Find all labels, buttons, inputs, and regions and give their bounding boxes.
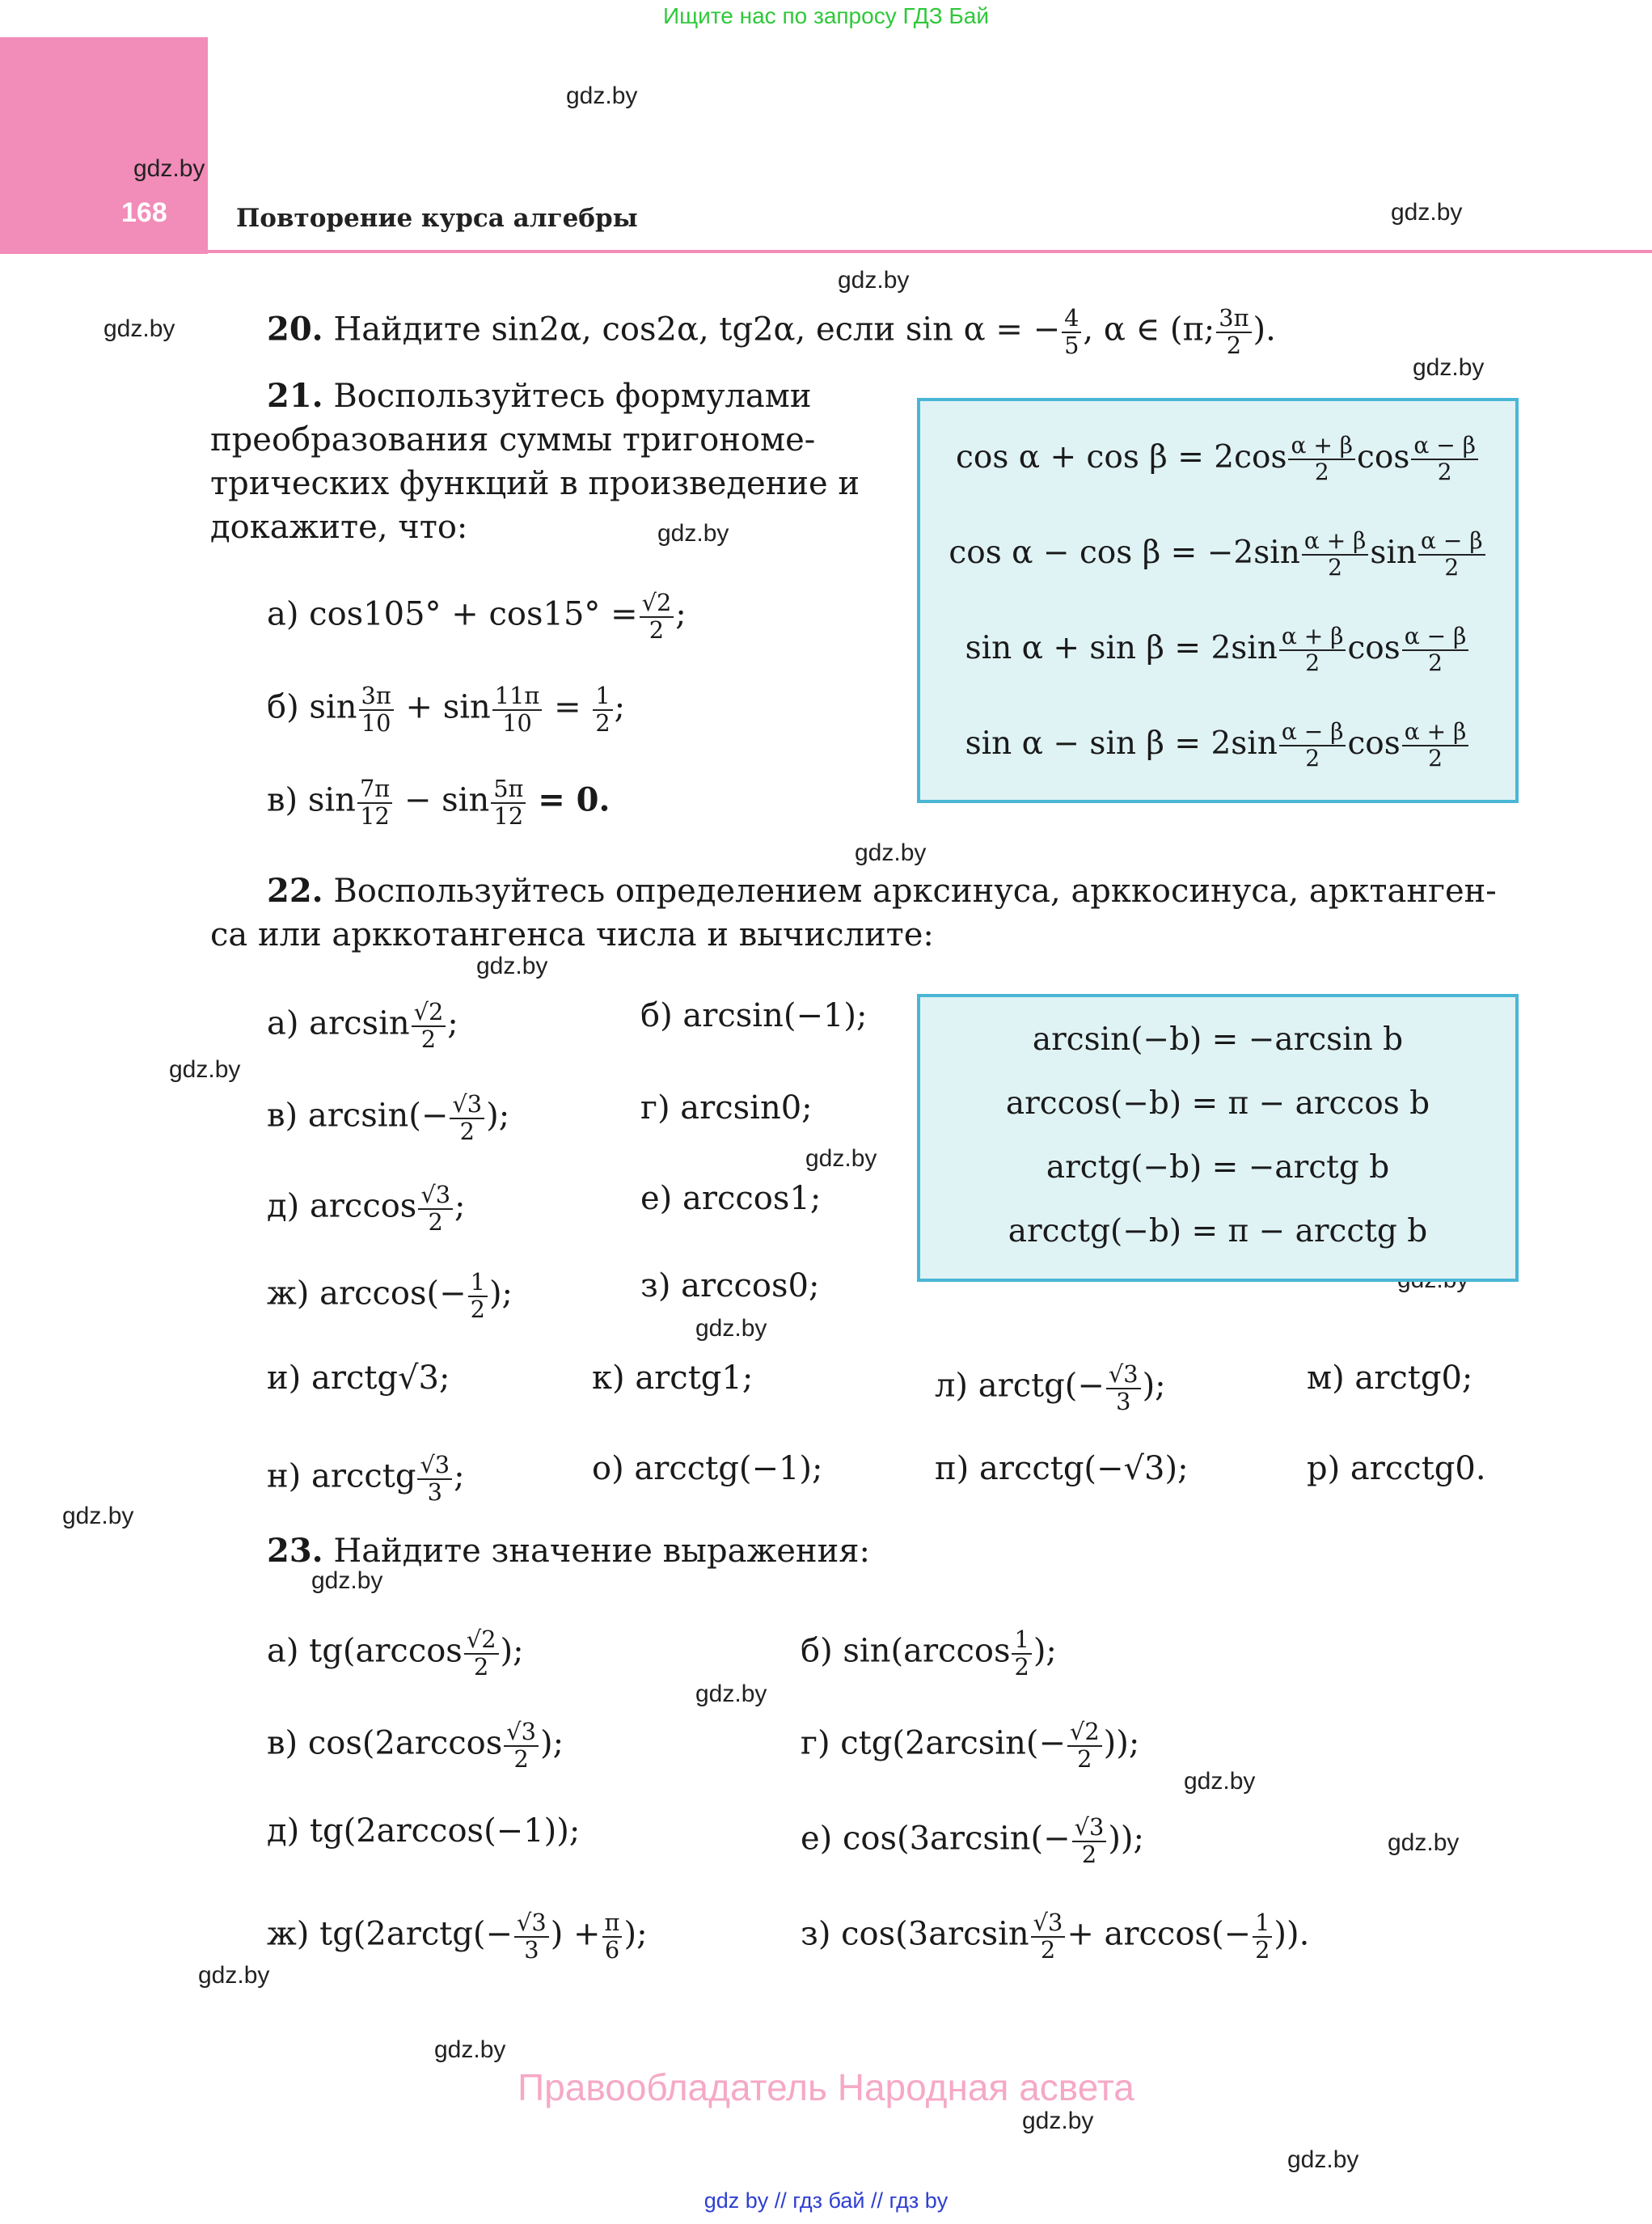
- watermark: gdz.by: [695, 1681, 767, 1707]
- watermark: gdz.by: [62, 1503, 134, 1529]
- fraction-denominator: 2: [595, 708, 611, 737]
- ex23-item-v: в) cos(2arccos $\frac{√3}{2}$ );: [267, 1718, 564, 1773]
- formula-line: cos α − cos β = −2sin $\frac{\alpha + \beta}{2}$ sin $\frac{\alpha - \beta}{2}$: [920, 529, 1515, 581]
- watermark: gdz.by: [1391, 199, 1463, 226]
- expression: sin: [309, 688, 357, 726]
- formula-line: arcctg(−b) = π − arcctg b: [1008, 1213, 1428, 1249]
- exercise-20-text: Найдите sin2α, cos2α, tg2α, если sin α = −: [333, 311, 1061, 349]
- copyright-holder: Правообладатель Народная асвета: [518, 2066, 1134, 2108]
- fraction-denominator: 10: [361, 708, 391, 737]
- watermark: gdz.by: [1413, 354, 1485, 381]
- formula-line: cos α + cos β = 2cos $\frac{\alpha + \beta}{2}$ cos $\frac{\alpha - \beta}{2}$: [920, 433, 1515, 485]
- item-label: в): [267, 781, 298, 819]
- expression: =: [554, 688, 581, 726]
- ex22-item-n: н) arcctg $\frac{√3}{3}$ ;: [267, 1451, 465, 1506]
- exercise-22-line: са или арккотангенса числа и вычислите:: [210, 916, 934, 953]
- formula-line: arctg(−b) = −arctg b: [1046, 1149, 1390, 1186]
- exercise-number: 23.: [267, 1532, 323, 1570]
- exercise-21-item-b: б) sin $\frac{3\pi}{10}$ + sin $\frac{11\pi}{10}$ = $\frac{1}{2}$ ;: [267, 682, 626, 737]
- ex22-item-k: к) arctg1;: [592, 1359, 754, 1397]
- formula-line: arcsin(−b) = −arcsin b: [1032, 1021, 1404, 1058]
- ex22-item-b: б) arcsin(−1);: [640, 997, 868, 1034]
- watermark: gdz.by: [476, 953, 548, 979]
- fraction-numerator: 7π: [357, 776, 392, 804]
- fraction-numerator: 1: [593, 683, 612, 711]
- exercise-21-line: докажите, что:: [210, 509, 468, 546]
- fraction-denominator: 2: [649, 615, 665, 644]
- top-search-banner[interactable]: Ищите нас по запросу ГДЗ Бай: [662, 3, 990, 28]
- watermark: gdz.by: [657, 520, 729, 547]
- ex22-item-m: м) arctg0;: [1307, 1359, 1473, 1397]
- expression: cos105° + cos15° =: [309, 595, 638, 633]
- ex22-item-i: и) arctg√3;: [267, 1359, 450, 1397]
- exercise-20-interval: , α ∈ (π;: [1083, 311, 1215, 349]
- item-label: б): [267, 688, 299, 726]
- fraction-denominator: 2: [1226, 331, 1242, 359]
- ex23-item-zh: ж) tg(2arctg(− $\frac{√3}{3}$ ) + $\frac{\pi}{6}$ );: [267, 1909, 648, 1964]
- fraction-numerator: 3π: [359, 683, 394, 711]
- fraction-numerator: 4: [1062, 306, 1081, 333]
- ex22-item-o: о) arcctg(−1);: [592, 1450, 823, 1487]
- text-line: Воспользуйтесь определением арксинуса, арккосинуса, арктанген-: [333, 873, 1497, 910]
- fraction-numerator: 11π: [492, 683, 543, 711]
- watermark: gdz.by: [133, 155, 205, 182]
- exercise-21-line: преобразования суммы тригономе-: [210, 421, 816, 459]
- ex22-item-r: р) arcctg0.: [1307, 1450, 1486, 1487]
- fraction-numerator: √2: [640, 590, 674, 618]
- header-color-block: [0, 37, 208, 254]
- fraction-denominator: 10: [502, 708, 532, 737]
- watermark: gdz.by: [566, 82, 638, 109]
- page-number: 168: [121, 197, 167, 228]
- ex23-item-b: б) sin(arccos $\frac{1}{2}$ );: [801, 1626, 1057, 1681]
- text-line: Воспользуйтесь формулами: [333, 378, 812, 415]
- watermark: gdz.by: [855, 839, 927, 866]
- running-title: Повторение курса алгебры: [236, 204, 638, 233]
- ex22-item-e: е) arccos1;: [640, 1180, 822, 1217]
- expression: − sin: [403, 781, 490, 819]
- ex22-item-v: в) arcsin(− $\frac{√3}{2}$ );: [267, 1090, 510, 1145]
- watermark: gdz.by: [198, 1962, 270, 1989]
- watermark: gdz.by: [805, 1145, 877, 1172]
- fraction-numerator: 5π: [491, 776, 526, 804]
- footer-links[interactable]: gdz by // гдз бай // гдз by: [703, 2188, 949, 2213]
- exercise-number: 22.: [267, 872, 323, 910]
- watermark: gdz.by: [104, 315, 175, 342]
- ex23-item-z: з) cos(3arcsin $\frac{√3}{2}$ + arccos(− $\frac{1}{2}$ )).: [801, 1909, 1310, 1964]
- watermark: gdz.by: [1388, 1829, 1460, 1856]
- ex22-item-z: з) arccos0;: [640, 1267, 820, 1304]
- expression: sin: [307, 781, 356, 819]
- watermark: gdz.by: [1184, 1768, 1256, 1795]
- exercise-21-line: трических функций в произведение и: [210, 465, 860, 502]
- header-rule: [208, 250, 1652, 253]
- text-line: Найдите значение выражения:: [333, 1533, 870, 1570]
- ex22-item-p: п) arcctg(−√3);: [935, 1450, 1189, 1487]
- watermark: gdz.by: [838, 267, 910, 294]
- ex23-item-a: а) tg(arccos $\frac{√2}{2}$ );: [267, 1626, 524, 1681]
- fraction-denominator: 12: [493, 801, 524, 830]
- expression: + sin: [405, 688, 491, 726]
- ex23-item-e: е) cos(3arcsin(− $\frac{√3}{2}$ ));: [801, 1813, 1144, 1868]
- watermark: gdz.by: [695, 1315, 767, 1342]
- exercise-22-line: [267, 872, 1497, 910]
- exercise-number: 20.: [267, 310, 323, 349]
- formula-line: arccos(−b) = π − arccos b: [1005, 1085, 1430, 1122]
- ex23-item-d: д) tg(2arccos(−1));: [267, 1812, 581, 1850]
- ex22-item-a: а) arcsin $\frac{√2}{2}$ ;: [267, 998, 458, 1053]
- formula-line: sin α + sin β = 2sin $\frac{\alpha + \beta}{2}$ cos $\frac{\alpha - \beta}{2}$: [920, 624, 1515, 676]
- fraction-numerator: 3π: [1216, 306, 1251, 333]
- expression: = 0.: [538, 780, 611, 819]
- ex22-item-zh: ж) arccos(− $\frac{1}{2}$ );: [267, 1268, 513, 1323]
- watermark: gdz.by: [311, 1567, 383, 1594]
- watermark: gdz.by: [1022, 2108, 1094, 2134]
- exercise-21-item-a: а) cos105° + cos15° = $\frac{√2}{2}$ ;: [267, 589, 687, 644]
- exercise-20: [267, 306, 1276, 358]
- formula-box-inverse-trig: [917, 994, 1519, 1282]
- exercise-20-end: ).: [1253, 311, 1276, 349]
- watermark: gdz.by: [169, 1056, 241, 1083]
- ex22-item-g: г) arcsin0;: [640, 1089, 813, 1127]
- ex22-item-l: л) arctg(− $\frac{√3}{3}$ );: [935, 1360, 1166, 1415]
- exercise-number: 21.: [267, 377, 323, 415]
- exercise-21-line: [210, 377, 812, 415]
- watermark: gdz.by: [1287, 2146, 1359, 2173]
- ex23-item-g: г) ctg(2arcsin(− $\frac{√2}{2}$ ));: [801, 1718, 1140, 1773]
- formula-line: sin α − sin β = 2sin $\frac{\alpha - \beta}{2}$ cos $\frac{\alpha + \beta}{2}$: [920, 720, 1515, 772]
- ex22-item-d: д) arccos $\frac{√3}{2}$ ;: [267, 1181, 466, 1236]
- formula-box-sum-to-product: [917, 398, 1519, 803]
- item-label: а): [267, 595, 299, 633]
- exercise-21-item-c: [267, 776, 610, 829]
- exercise-23-title: [267, 1532, 870, 1570]
- fraction-denominator: 12: [360, 801, 390, 830]
- watermark: gdz.by: [434, 2036, 506, 2063]
- fraction-denominator: 5: [1064, 331, 1080, 359]
